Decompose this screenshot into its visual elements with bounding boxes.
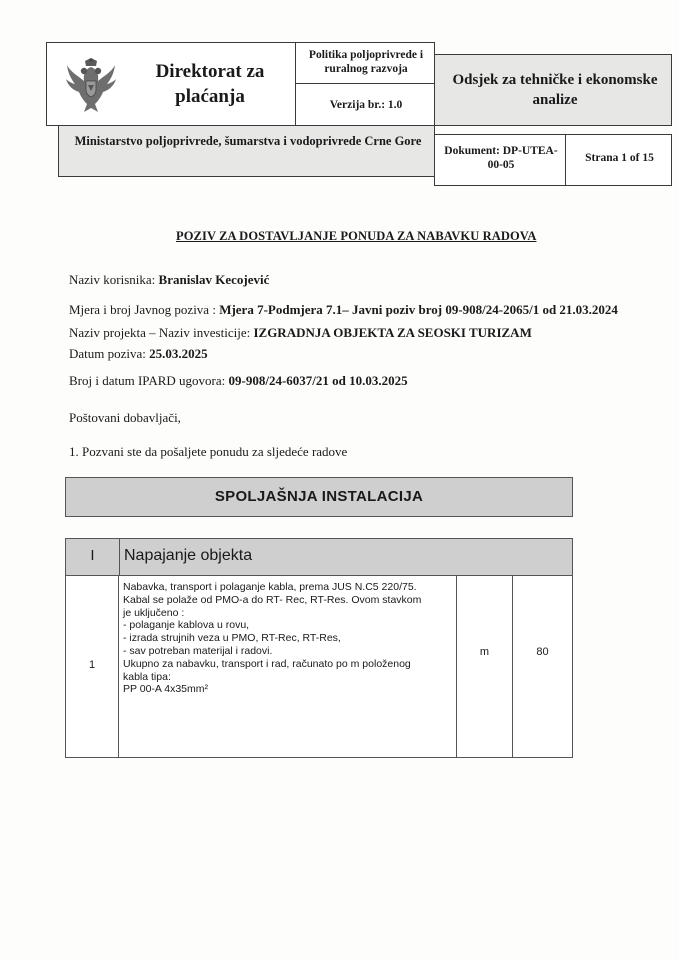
field-value: Mjera 7-Podmjera 7.1– Javni poziv broj 09-908/24-2065/1 od 21.03.2024 xyxy=(219,302,618,317)
row-quantity: 80 xyxy=(536,646,549,658)
table-row xyxy=(65,575,573,758)
table-group-header xyxy=(65,538,573,576)
group-name: Napajanje objekta xyxy=(124,547,253,564)
description-line: PP 00-A 4x35mm² xyxy=(123,683,209,696)
page-number-text: Strana 1 of 15 xyxy=(585,152,654,164)
row-unit: m xyxy=(456,576,513,757)
group-number: I xyxy=(66,539,120,575)
numbered-item-1: 1. Pozvani ste da pošaljete ponudu za sljedeće radove xyxy=(69,444,348,459)
description-line: je uključeno : xyxy=(123,606,185,619)
description-line: Kabal se polaže od PMO-a do RT- Rec, RT-Res. Ovom stavkom xyxy=(123,593,422,606)
document-title: POZIV ZA DOSTAVLJANJE PONUDA ZA NABAVKU RADOVA xyxy=(176,229,537,243)
header-org-cell xyxy=(46,42,296,126)
field-measure xyxy=(69,302,618,318)
field-value: 25.03.2025 xyxy=(149,346,208,361)
row-number: 1 xyxy=(66,576,119,757)
document-header xyxy=(46,42,672,192)
field-label: Naziv projekta – Naziv investicije: xyxy=(69,325,254,340)
department-cell xyxy=(434,54,672,126)
page-number-cell xyxy=(565,134,672,186)
field-value: IZGRADNJA OBJEKTA ZA SEOSKI TURIZAM xyxy=(253,325,532,340)
department-text: Odsjek za tehničke i ekonomske analize xyxy=(452,72,658,108)
field-value: Branislav Kecojević xyxy=(158,272,270,287)
field-value: 09-908/24-6037/21 od 10.03.2025 xyxy=(228,373,408,388)
greeting: Poštovani dobavljači, xyxy=(69,410,181,425)
field-beneficiary xyxy=(69,272,269,288)
description-line: - sav potreban materijal i radovi. xyxy=(123,644,273,657)
coat-of-arms-icon xyxy=(65,57,117,115)
ministry-text: Ministarstvo poljoprivrede, šumarstva i vodoprivrede Crne Gore xyxy=(74,134,422,148)
field-date xyxy=(69,346,208,362)
section-banner xyxy=(65,477,573,517)
description-line: kabla tipa: xyxy=(123,670,171,683)
field-label: Datum poziva: xyxy=(69,346,150,361)
document-id-text: Dokument: DP-UTEA-00-05 xyxy=(444,145,558,171)
field-contract xyxy=(69,373,408,389)
policy-text: Politika poljoprivrede i ruralnog razvoja xyxy=(308,49,424,75)
ministry-cell xyxy=(58,125,435,177)
section-title: SPOLJAŠNJA INSTALACIJA xyxy=(214,488,424,505)
field-label: Broj i datum IPARD ugovora: xyxy=(69,373,229,388)
policy-cell xyxy=(295,42,435,84)
description-line: Nabavka, transport i polaganje kabla, prema JUS N.C5 220/75. xyxy=(123,581,417,593)
field-label: Mjera i broj Javnog poziva : xyxy=(69,302,220,317)
description-line: - izrada strujnih veza u PMO, RT-Rec, RT-Res, xyxy=(123,632,341,645)
version-cell xyxy=(295,83,435,126)
document-id-cell xyxy=(434,134,566,186)
field-label: Naziv korisnika: xyxy=(69,272,159,287)
row-description xyxy=(123,581,458,696)
description-line: Ukupno za nabavku, transport i rad, računato po m položenog xyxy=(123,657,411,670)
version-text: Verzija br.: 1.0 xyxy=(329,99,403,111)
field-project xyxy=(69,325,532,341)
description-line: - polaganje kablova u rovu, xyxy=(123,619,250,632)
org-title: Direktorat za plaćanja xyxy=(155,61,265,107)
